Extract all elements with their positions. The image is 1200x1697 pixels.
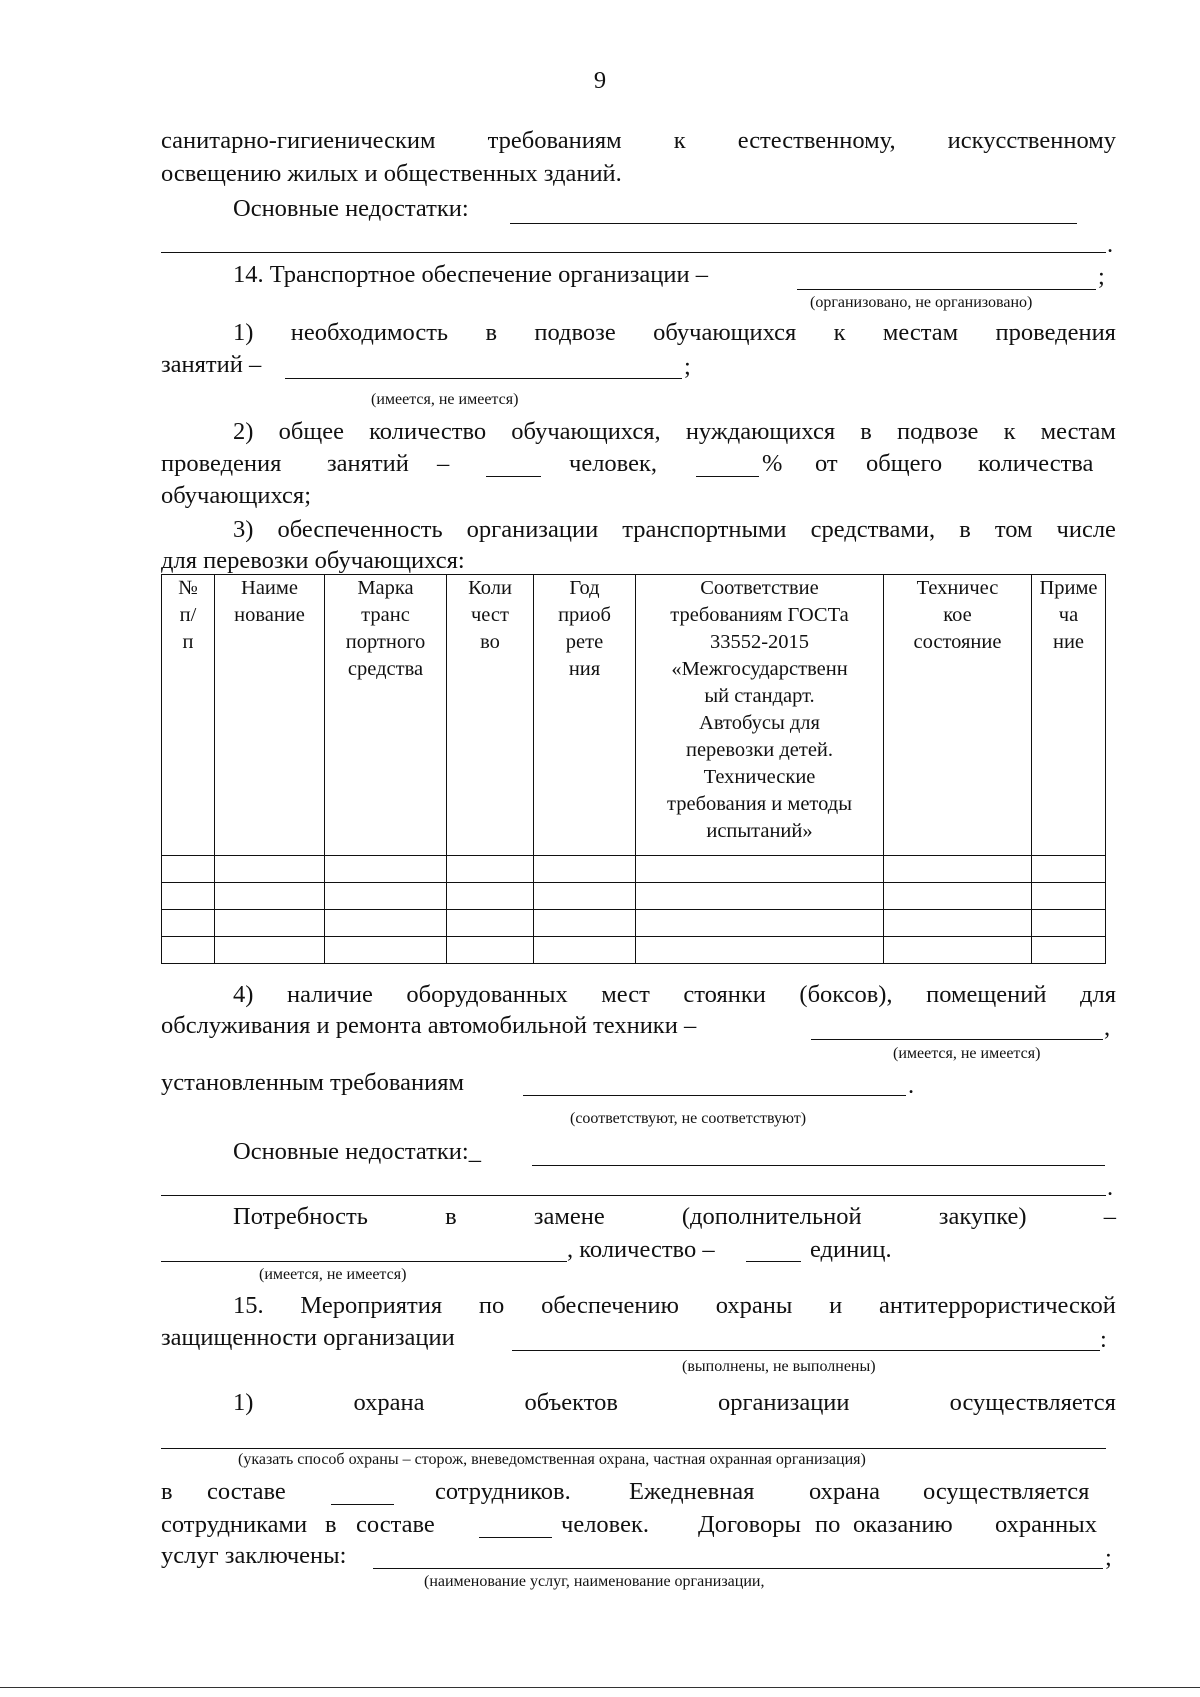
word: обеспечению: [541, 1292, 679, 1319]
s14-p4-units: единиц.: [810, 1236, 892, 1263]
table-cell[interactable]: [636, 883, 884, 910]
s14-transport-field[interactable]: [797, 289, 1096, 290]
s14-p4-caption-need: (имеется, не имеется): [259, 1266, 407, 1283]
word: транспортными: [622, 516, 787, 543]
s15-p1-line-3: [161, 1510, 1116, 1539]
s15-measures-field[interactable]: [512, 1350, 1100, 1351]
word: в: [860, 418, 872, 445]
s15-p1-line-4: услуг заключены:: [161, 1542, 347, 1569]
s14-p1-line-1: [233, 318, 1116, 347]
word: требованиям: [487, 127, 622, 154]
word: осуществляется: [923, 1478, 1090, 1505]
word: охраны: [715, 1292, 793, 1319]
s14-p1-line-2: занятий –: [161, 351, 262, 378]
header-cell-year: Год приоб рете ния: [534, 575, 636, 856]
word: составе: [356, 1511, 435, 1538]
word: к: [833, 319, 846, 346]
word: (боксов),: [799, 981, 893, 1008]
word: общее: [278, 418, 344, 445]
table-cell[interactable]: [215, 883, 325, 910]
s14-p4-need-line: [233, 1202, 1116, 1231]
word: оказанию: [853, 1511, 953, 1538]
s14-p4-end: ,: [1104, 1014, 1111, 1041]
s14-p4-line-3: установленным требованиям: [161, 1069, 464, 1096]
word: к: [1003, 418, 1016, 445]
table-row: [162, 910, 1106, 937]
word: количество: [369, 418, 487, 445]
s14-p2-percent-field[interactable]: [696, 476, 759, 477]
s15-p1-caption-2: (наименование услуг, наименование организации,: [424, 1573, 765, 1590]
word: помещений: [926, 981, 1047, 1008]
page-number: 9: [593, 67, 607, 94]
table-cell[interactable]: [325, 937, 447, 964]
word: общего: [866, 450, 943, 477]
s14-p4-qty-label: , количество –: [567, 1236, 715, 1263]
word: нуждающихся: [685, 418, 836, 445]
table-cell[interactable]: [534, 856, 636, 883]
word: оборудованных: [406, 981, 568, 1008]
word: человек,: [569, 450, 657, 477]
word: охранных: [995, 1511, 1097, 1538]
word: подвозе: [534, 319, 616, 346]
word: санитарно-гигиеническим: [161, 127, 436, 154]
s14-p2-line-3: обучающихся;: [161, 482, 312, 509]
word: от: [815, 450, 838, 477]
word: (дополнительной: [681, 1203, 862, 1230]
word: том: [994, 516, 1033, 543]
s14-p3-line-2: для перевозки обучающихся:: [161, 547, 465, 574]
s15-p1-caption: (указать способ охраны – сторож, вневедомственная охрана, частная охранная организация): [238, 1451, 866, 1468]
table-cell[interactable]: [1032, 883, 1106, 910]
table-cell[interactable]: [325, 910, 447, 937]
table-cell[interactable]: [215, 937, 325, 964]
word: Потребность: [233, 1203, 368, 1230]
word: подвозе: [897, 418, 979, 445]
word: местам: [882, 319, 959, 346]
table-cell[interactable]: [534, 937, 636, 964]
table-header-row: [162, 575, 1106, 856]
word: 4): [233, 981, 254, 1008]
table-cell[interactable]: [447, 883, 534, 910]
table-cell[interactable]: [636, 910, 884, 937]
word: человек.: [561, 1511, 649, 1538]
s14-p4-shortcomings-field[interactable]: [532, 1165, 1105, 1166]
word: стоянки: [683, 981, 766, 1008]
s14-title: 14. Транспортное обеспечение организации –: [233, 261, 708, 288]
word: в: [445, 1203, 457, 1230]
word: организации: [466, 516, 599, 543]
word: антитеррористической: [879, 1292, 1116, 1319]
s14-p1-field[interactable]: [285, 378, 682, 379]
word: проведения: [161, 450, 282, 477]
word: сотрудниками: [161, 1511, 308, 1538]
header-cell-condition: Техничес кое состояние: [884, 575, 1032, 856]
s14-p4-caption: (имеется, не имеется): [893, 1045, 1041, 1062]
table-cell[interactable]: [447, 937, 534, 964]
table-cell[interactable]: [447, 910, 534, 937]
word: необходимость: [290, 319, 449, 346]
word: в: [325, 1511, 337, 1538]
table-cell[interactable]: [162, 937, 215, 964]
s14-p4-shortcomings-label: Основные недостатки:_: [233, 1138, 481, 1165]
s14-p4-caption-3: (соответствуют, не соответствуют): [570, 1110, 807, 1127]
table-row: [162, 883, 1106, 910]
word: 1): [233, 319, 254, 346]
table-cell[interactable]: [884, 937, 1032, 964]
intro-shortcomings-field[interactable]: [510, 223, 1077, 224]
word: к: [673, 127, 686, 154]
table-cell[interactable]: [1032, 910, 1106, 937]
s14-p4-need-field[interactable]: [161, 1261, 567, 1262]
table-cell[interactable]: [884, 856, 1032, 883]
header-cell-number: № п/ п: [162, 575, 215, 856]
table-cell[interactable]: [1032, 937, 1106, 964]
table-cell[interactable]: [884, 883, 1032, 910]
s15-p1-line-1: [233, 1388, 1116, 1417]
s15-p1-daily-field[interactable]: [479, 1537, 552, 1538]
word: замене: [533, 1203, 605, 1230]
word: числе: [1056, 516, 1116, 543]
word: Ежедневная: [629, 1478, 755, 1505]
table-cell[interactable]: [162, 856, 215, 883]
word: обучающихся: [653, 319, 797, 346]
table-cell[interactable]: [325, 856, 447, 883]
header-cell-note: Приме ча ние: [1032, 575, 1106, 856]
table-cell[interactable]: [534, 910, 636, 937]
s14-p4-requirements-field[interactable]: [523, 1095, 906, 1096]
s14-p2-line-2: [161, 449, 1116, 478]
s14-p4-boxes-field[interactable]: [811, 1039, 1103, 1040]
s14-p4-qty-field[interactable]: [746, 1261, 801, 1262]
word: охрана: [353, 1389, 425, 1416]
word: объектов: [524, 1389, 618, 1416]
word: сотрудников.: [435, 1478, 571, 1505]
word: в: [161, 1478, 173, 1505]
word: естественному,: [737, 127, 896, 154]
word: для: [1080, 981, 1116, 1008]
table-cell[interactable]: [215, 856, 325, 883]
s14-end: ;: [1098, 263, 1105, 290]
intro-period: .: [1107, 231, 1114, 258]
word: 1): [233, 1389, 254, 1416]
table-cell[interactable]: [534, 883, 636, 910]
s14-p4-shortcomings-field-2[interactable]: [161, 1195, 1106, 1196]
table-cell[interactable]: [1032, 856, 1106, 883]
intro-shortcomings-label: Основные недостатки:: [233, 195, 469, 222]
word: мест: [601, 981, 650, 1008]
word: по: [478, 1292, 505, 1319]
word: охрана: [809, 1478, 880, 1505]
s14-p1-end: ;: [684, 353, 691, 380]
word: в: [485, 319, 498, 346]
word: местам: [1040, 418, 1116, 445]
word: количества: [978, 450, 1094, 477]
word: в: [959, 516, 971, 543]
s15-p1-contracts-field[interactable]: [373, 1568, 1103, 1569]
s14-p4-end-3: .: [908, 1072, 915, 1099]
word: искусственному: [947, 127, 1116, 154]
header-cell-brand: Марка транс портного средства: [325, 575, 447, 856]
table-cell[interactable]: [636, 937, 884, 964]
table-cell[interactable]: [325, 883, 447, 910]
word: –: [1103, 1203, 1116, 1230]
table-cell[interactable]: [215, 910, 325, 937]
intro-line-1: [161, 126, 1116, 155]
word: занятий: [327, 450, 409, 477]
s15-p1-staff-field[interactable]: [331, 1504, 394, 1505]
word: 3): [233, 516, 254, 543]
word: обучающихся,: [511, 418, 661, 445]
s14-p4-line-1: [233, 980, 1116, 1009]
s14-p2-line-1: [233, 417, 1116, 446]
s15-line-2: защищенности организации: [161, 1324, 455, 1351]
s15-p1-end: ;: [1105, 1544, 1112, 1571]
s15-line-1: [233, 1291, 1116, 1320]
table-row: [162, 856, 1106, 883]
word: Договоры: [698, 1511, 802, 1538]
word: проведения: [995, 319, 1116, 346]
s14-p4-line-2: обслуживания и ремонта автомобильной техники –: [161, 1012, 697, 1039]
header-cell-name: Наиме нование: [215, 575, 325, 856]
word: осуществляется: [949, 1389, 1116, 1416]
transport-table: [161, 574, 1106, 964]
s14-p1-caption: (имеется, не имеется): [371, 391, 519, 408]
s15-p1-line-2: [161, 1477, 1116, 1506]
word: –: [437, 450, 450, 477]
table-cell[interactable]: [636, 856, 884, 883]
table-cell[interactable]: [884, 910, 1032, 937]
intro-line-2: освещению жилых и общественных зданий.: [161, 160, 622, 187]
word: и: [829, 1292, 843, 1319]
s14-caption: (организовано, не организовано): [810, 294, 1033, 311]
word: 15.: [233, 1292, 264, 1319]
word: наличие: [286, 981, 373, 1008]
page-bottom-edge: [0, 1687, 1200, 1688]
word: Мероприятия: [300, 1292, 443, 1319]
word: средствами,: [810, 516, 936, 543]
s14-p2-count-field[interactable]: [486, 476, 541, 477]
s15-p1-guard-field[interactable]: [161, 1448, 1106, 1449]
table-cell[interactable]: [162, 910, 215, 937]
s14-p3-line-1: [233, 515, 1116, 544]
table-row: [162, 937, 1106, 964]
word: закупке): [938, 1203, 1027, 1230]
word: организации: [718, 1389, 850, 1416]
word: 2): [233, 418, 254, 445]
s15-end: :: [1100, 1326, 1107, 1353]
word: %: [762, 450, 783, 477]
word: обеспеченность: [277, 516, 443, 543]
header-cell-quantity: Коли чест во: [447, 575, 534, 856]
table-cell[interactable]: [162, 883, 215, 910]
header-cell-gost: Соответствие требованиям ГОСТа 33552-2015 «Межгосударственн ый стандарт. Автобусы для перевозки детей. Технические требования и методы испытаний»: [636, 575, 884, 856]
s14-p4-period: .: [1107, 1174, 1114, 1201]
s15-caption: (выполнены, не выполнены): [682, 1358, 876, 1375]
word: по: [815, 1511, 841, 1538]
intro-shortcomings-field-2[interactable]: [161, 252, 1106, 253]
word: составе: [207, 1478, 286, 1505]
table-cell[interactable]: [447, 856, 534, 883]
